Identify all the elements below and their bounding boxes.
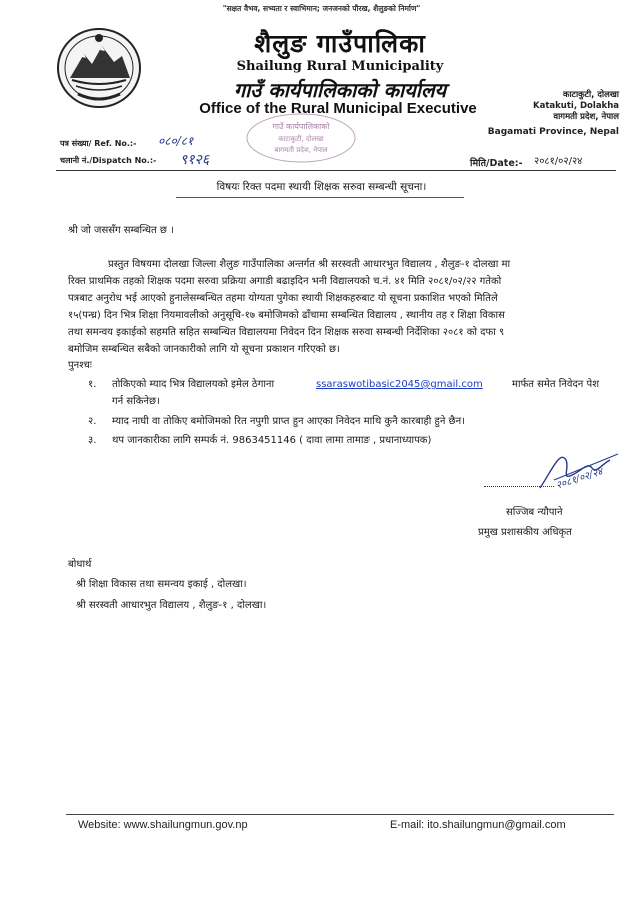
list-item-number: ३. [88, 435, 97, 446]
list-item-number: १. [88, 379, 97, 390]
office-name-english: Office of the Rural Municipal Executive [199, 100, 477, 117]
list-item-text: तोकिएको म्याद भित्र विद्यालयको इमेल ठेगाना [112, 379, 275, 390]
address-block [533, 90, 619, 123]
addendum-label: पुनश्चः [68, 360, 92, 371]
cc-label: बोधार्थ [68, 559, 92, 570]
list-item [88, 413, 618, 432]
date-value: २०८१/०२/२४ [534, 156, 583, 167]
cc-item: श्री शिक्षा विकास तथा समन्वय इकाई , दोलखा। [76, 579, 247, 590]
office-stamp [245, 112, 357, 164]
ref-value: ०८०/८१ [158, 134, 194, 148]
address-line: वागमती प्रदेश, नेपाल [553, 112, 619, 122]
cc-item: श्री सरस्वती आधारभुत विद्यालय , शैलुङ-१ , दोलखा। [76, 600, 267, 611]
body-paragraph [68, 256, 608, 358]
stamp-line: गाउँ कार्यपालिकाको [272, 122, 330, 131]
municipality-name-nepali: शैलुङ गाउँपालिका [254, 29, 426, 58]
subject-underline [176, 197, 464, 198]
signatory-title: प्रमुख प्रशासकीय अधिकृत [478, 527, 572, 538]
dispatch-value: ९१२६ [180, 152, 210, 168]
municipality-name-english: Shailung Rural Municipality [236, 59, 444, 74]
list-item-number: २. [88, 416, 97, 427]
municipality-emblem [56, 24, 142, 110]
ref-label: पत्र संख्या/ Ref. No.:- [60, 139, 137, 148]
stamp-line: बागमती प्रदेश, नेपाल [274, 146, 328, 154]
dispatch-label: चलानी नं./Dispatch No.:- [60, 156, 157, 165]
addendum-list [88, 376, 618, 449]
footer-website[interactable]: Website: www.shailungmun.gov.np [78, 819, 248, 831]
signature-line [484, 486, 554, 487]
list-item-text: थप जानकारीका लागि सम्पर्क नं. 9863451146 ( दावा लामा तामाङ , प्रधानाध्यापक) [112, 435, 432, 446]
signature-date: २०८१/०२/२४ [554, 466, 605, 492]
school-email-link[interactable]: ssaraswotibasic2045@gmail.com [316, 379, 483, 390]
date-label: मिति/Date:- [470, 158, 523, 169]
address-line: Katakuti, Dolakha [533, 101, 619, 111]
salutation: श्री जो जससँग सम्बन्धित छ । [68, 225, 174, 236]
body-line: प्रस्तुत विषयमा दोलखा जिल्ला शैलुङ गाउँपालिका अन्तर्गत श्री सरस्वती आधारभुत विद्यालय , शैलुङ-१ दोलखा मा [108, 259, 511, 270]
body-line: रिक्त प्राथमिक तहको शिक्षक पदमा सरुवा प्रक्रिया अगाडी बढाइदिन भनी विद्यालयको च.नं. ४१ मिति २०८१/०२/२२ गतेको [68, 276, 502, 287]
footer-email[interactable]: E-mail: ito.shailungmun@gmail.com [390, 819, 566, 831]
letter-subject: विषयः रिक्त पदमा स्थायी शिक्षक सरुवा सम्बन्धी सूचना। [216, 181, 427, 193]
list-item-text: गर्न सकिनेछ। [112, 396, 160, 407]
body-line: १५(पन्ध्र) दिन भित्र शिक्षा नियमावलीको अनुसूचि-१७ बमोजिमको ढाँचामा सम्बन्धित विद्यालय , स्थानीय तह र शिक्षा विकास [68, 310, 505, 321]
address-province-english: Bagamati Province, Nepal [487, 127, 619, 137]
address-line: काटाकुटी, दोलखा [562, 90, 619, 100]
list-item [88, 376, 618, 393]
motto: "सक्षत वैभव, सभ्यता र स्वाभिमान; जनजनको पौरख, शैलुङको निर्माण" [222, 4, 421, 13]
list-item-continuation [88, 393, 618, 413]
stamp-line: काटाकुटी, दोलखा [278, 135, 324, 143]
signatory-name: सज्जिब न्यौपाने [506, 507, 563, 518]
body-line: तथा समन्वय इकाईको सहमति सहित सम्बन्धित विद्यालयमा निवेदन दिन शिक्षक सरुवा सम्बन्धी निर्देशिका २०८१ को दफा ९ [68, 327, 505, 338]
header-divider [56, 170, 616, 171]
footer-divider [66, 814, 614, 815]
list-item-text: मार्फत समेत निवेदन पेश [512, 379, 599, 390]
body-line: पत्रबाट अनुरोध भई आएको हुनालेसम्बन्धित तहमा योग्यता पुगेका स्थायी शिक्षकहरुबाट यो सूचना प्रकाशित भएको मितिले [68, 293, 498, 304]
list-item-text: म्याद नाघी वा तोकिए बमोजिमको रित नपुगी प्राप्त हुन आएका निवेदन माथि कुनै कारबाही हुने छैन। [112, 416, 465, 427]
body-line: बमोजिम सम्बन्धित सबैको जानकारीको लागि यो सूचना प्रकाशन गरिएको छ। [68, 344, 340, 355]
office-name-nepali: गाउँ कार्यपालिकाको कार्यालय [233, 78, 447, 102]
